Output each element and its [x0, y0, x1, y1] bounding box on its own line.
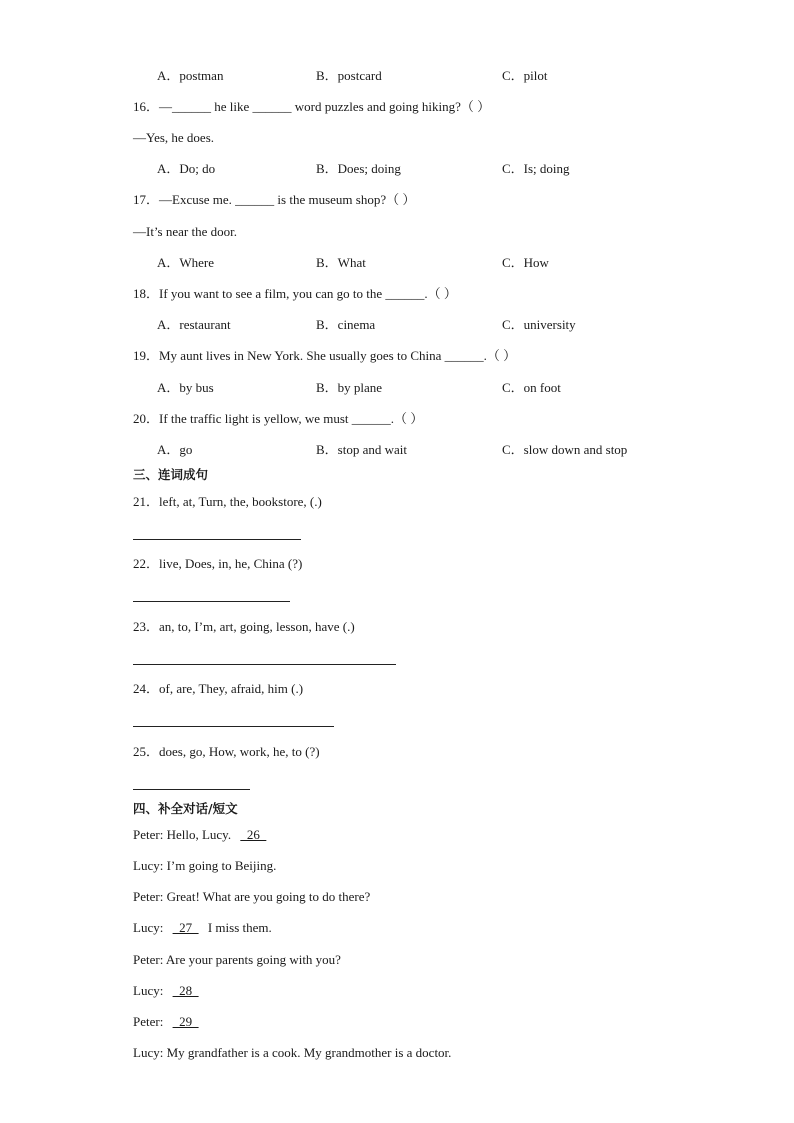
q20-stem: 20．If the traffic light is yellow, we must ______.（ ） [133, 411, 424, 426]
q17-stem: 17．—Excuse me. ______ is the museum shop?（ ） [133, 192, 416, 207]
dialog-line-7 [133, 1014, 199, 1030]
dialog-line-2: Lucy: I’m going to Beijing. [133, 858, 277, 873]
q15-option-a: A．postman [157, 68, 224, 83]
q25-answer-line[interactable] [133, 789, 250, 790]
q18-option-b: B．cinema [316, 317, 376, 332]
q23-prompt: 23．an, to, I’m, art, going, lesson, have (.) [133, 619, 355, 634]
q24-answer-line[interactable] [133, 726, 334, 727]
q25-prompt: 25．does, go, How, work, he, to (?) [133, 744, 320, 759]
q20-option-c: C．slow down and stop [502, 442, 628, 457]
dialog-line-4-speaker: Lucy: [133, 920, 164, 935]
q16-option-b: B．Does; doing [316, 161, 401, 176]
q22-answer-line[interactable] [133, 601, 290, 602]
q18-option-a: A．restaurant [157, 317, 231, 332]
q17-reply: —It’s near the door. [133, 224, 237, 239]
dialog-line-3: Peter: Great! What are you going to do there? [133, 889, 371, 904]
q15-option-c: C．pilot [502, 68, 548, 83]
section-3-heading: 三、连词成句 [133, 467, 209, 482]
dialog-line-6-speaker: Lucy: [133, 983, 164, 998]
dialog-line-5: Peter: Are your parents going with you? [133, 952, 341, 967]
dialog-line-4 [133, 920, 272, 936]
q16-option-c: C．Is; doing [502, 161, 570, 176]
q17-option-a: A．Where [157, 255, 215, 270]
q24-prompt: 24．of, are, They, afraid, him (.) [133, 681, 304, 696]
dialog-line-1 [133, 827, 266, 843]
blank-29[interactable]: 29 [172, 1014, 199, 1029]
q17-option-b: B．What [316, 255, 366, 270]
dialog-line-6 [133, 983, 199, 999]
q19-option-c: C．on foot [502, 380, 561, 395]
q20-option-a: A．go [157, 442, 193, 457]
q23-answer-line[interactable] [133, 664, 396, 665]
q17-option-c: C．How [502, 255, 549, 270]
q22-prompt: 22．live, Does, in, he, China (?) [133, 556, 303, 571]
q19-option-a: A．by bus [157, 380, 214, 395]
q15-option-b: B．postcard [316, 68, 382, 83]
dialog-line-1-text: Peter: Hello, Lucy. [133, 827, 232, 842]
q16-option-a: A．Do; do [157, 161, 216, 176]
q18-option-c: C．university [502, 317, 576, 332]
blank-27[interactable]: 27 [172, 920, 199, 935]
q19-stem: 19．My aunt lives in New York. She usually goes to China ______.（ ） [133, 348, 517, 363]
q20-option-b: B．stop and wait [316, 442, 407, 457]
section-4-heading: 四、补全对话/短文 [133, 801, 238, 816]
q21-prompt: 21．left, at, Turn, the, bookstore, (.) [133, 494, 322, 509]
q16-stem: 16．—______ he like ______ word puzzles and going hiking?（ ） [133, 99, 491, 114]
q16-reply: —Yes, he does. [133, 130, 215, 145]
q18-stem: 18．If you want to see a film, you can go to the ______.（ ） [133, 286, 457, 301]
blank-26[interactable]: 26 [240, 827, 267, 842]
dialog-line-4-text: I miss them. [207, 920, 272, 935]
dialog-line-8: Lucy: My grandfather is a cook. My grandmother is a doctor. [133, 1045, 452, 1060]
blank-28[interactable]: 28 [172, 983, 199, 998]
q19-option-b: B．by plane [316, 380, 383, 395]
q21-answer-line[interactable] [133, 539, 301, 540]
dialog-line-7-speaker: Peter: [133, 1014, 164, 1029]
